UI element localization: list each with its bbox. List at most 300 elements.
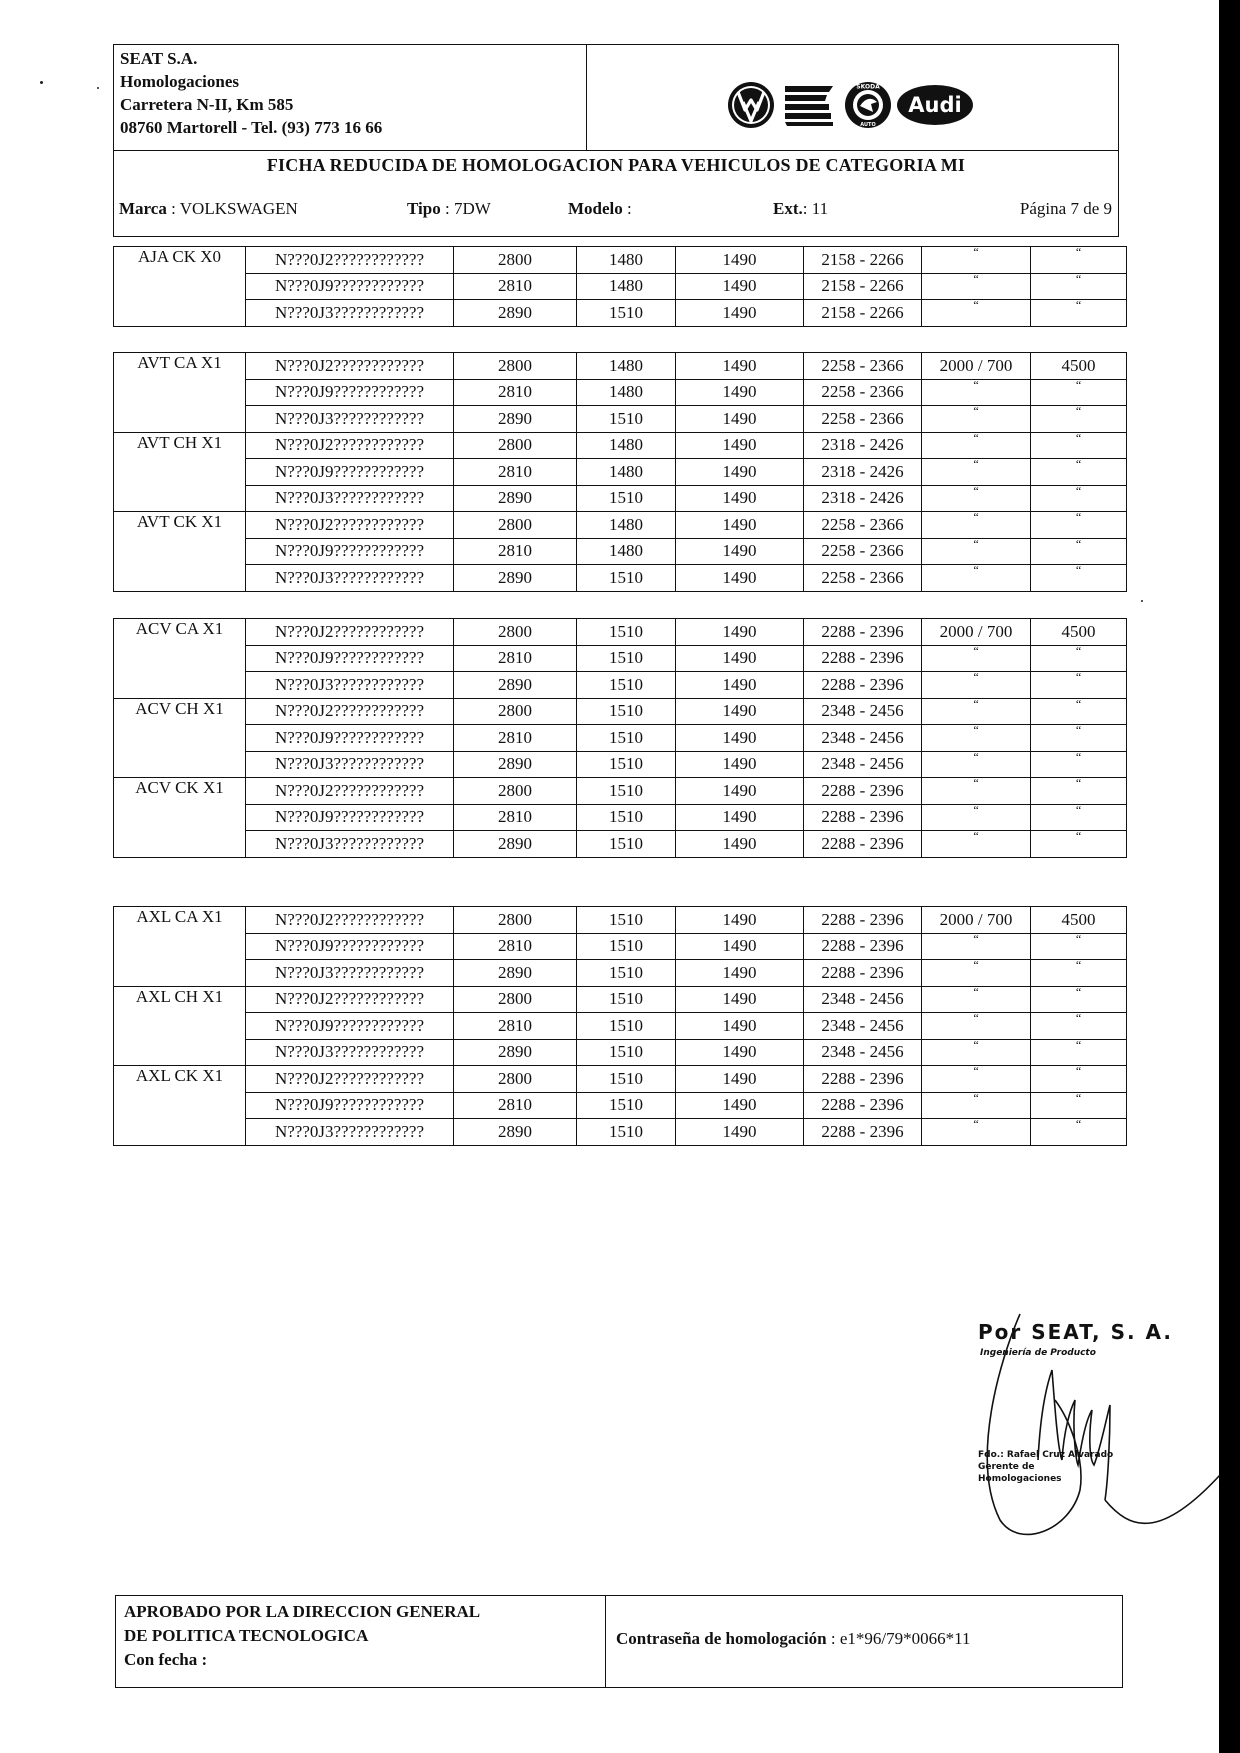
- page-number: Página 7 de 9: [1019, 199, 1112, 218]
- rear-axle-cell: 1490: [676, 725, 804, 752]
- front-axle-cell: 1510: [577, 960, 676, 987]
- total-mass-cell: “: [1031, 1119, 1127, 1146]
- form-title-area: [114, 150, 1118, 230]
- variant-code-cell: N???0J2????????????: [246, 986, 454, 1013]
- vw-logo: [728, 82, 774, 128]
- table-row: [114, 933, 1127, 960]
- mass-range-cell: 2288 - 2396: [804, 1092, 922, 1119]
- spec-table: [113, 246, 1127, 327]
- engine-code-cell: [114, 273, 246, 300]
- mass-cell: 2890: [454, 300, 577, 327]
- marca-label: Marca: [119, 199, 167, 218]
- trailer-mass-cell: “: [922, 645, 1031, 672]
- mass-cell: 2890: [454, 485, 577, 512]
- handwritten-signature: [960, 1300, 1230, 1560]
- mass-range-cell: 2288 - 2396: [804, 1066, 922, 1093]
- table-row: [114, 619, 1127, 646]
- mass-range-cell: 2158 - 2266: [804, 300, 922, 327]
- audi-logo-text: Audi: [908, 93, 962, 117]
- mass-cell: 2810: [454, 804, 577, 831]
- rear-axle-cell: 1490: [676, 1119, 804, 1146]
- rear-axle-cell: 1490: [676, 379, 804, 406]
- mass-range-cell: 2288 - 2396: [804, 960, 922, 987]
- trailer-mass-cell: “: [922, 379, 1031, 406]
- skoda-logo-bottom-text: AUTO: [860, 122, 876, 128]
- table-row: [114, 672, 1127, 699]
- rear-axle-cell: 1490: [676, 538, 804, 565]
- total-mass-cell: “: [1031, 512, 1127, 539]
- rear-axle-cell: 1490: [676, 565, 804, 592]
- table-row: [114, 645, 1127, 672]
- mass-range-cell: 2348 - 2456: [804, 725, 922, 752]
- seat-logo: [785, 86, 833, 126]
- rear-axle-cell: 1490: [676, 512, 804, 539]
- total-mass-cell: “: [1031, 778, 1127, 805]
- total-mass-cell: “: [1031, 672, 1127, 699]
- total-mass-cell: “: [1031, 986, 1127, 1013]
- mass-cell: 2800: [454, 619, 577, 646]
- engine-code-cell: [114, 1039, 246, 1066]
- variant-code-cell: N???0J2????????????: [246, 512, 454, 539]
- trailer-mass-cell: “: [922, 1039, 1031, 1066]
- trailer-mass-cell: “: [922, 1119, 1031, 1146]
- total-mass-cell: “: [1031, 565, 1127, 592]
- brand-logos: [587, 45, 1118, 150]
- rear-axle-cell: 1490: [676, 300, 804, 327]
- approval-authority: [116, 1596, 606, 1687]
- total-mass-cell: “: [1031, 960, 1127, 987]
- mass-cell: 2800: [454, 778, 577, 805]
- mass-range-cell: 2158 - 2266: [804, 247, 922, 274]
- table-row: [114, 751, 1127, 778]
- variant-code-cell: N???0J2????????????: [246, 778, 454, 805]
- total-mass-cell: “: [1031, 645, 1127, 672]
- variant-code-cell: N???0J3????????????: [246, 831, 454, 858]
- trailer-mass-cell: “: [922, 273, 1031, 300]
- trailer-mass-cell: 2000 / 700: [922, 907, 1031, 934]
- mass-cell: 2890: [454, 831, 577, 858]
- engine-code-cell: [114, 1092, 246, 1119]
- rear-axle-cell: 1490: [676, 1066, 804, 1093]
- variant-code-cell: N???0J9????????????: [246, 725, 454, 752]
- stamp-signer: Fdo.: Rafael Cruz Alvarado: [978, 1450, 1114, 1460]
- document-header: [113, 44, 1119, 237]
- tipo-value: : 7DW: [444, 199, 491, 218]
- mass-cell: 2810: [454, 273, 577, 300]
- trailer-mass-cell: 2000 / 700: [922, 619, 1031, 646]
- engine-code-cell: [114, 804, 246, 831]
- trailer-mass-cell: “: [922, 933, 1031, 960]
- variant-code-cell: N???0J3????????????: [246, 751, 454, 778]
- table-row: [114, 485, 1127, 512]
- trailer-mass-cell: “: [922, 247, 1031, 274]
- rear-axle-cell: 1490: [676, 960, 804, 987]
- front-axle-cell: 1480: [577, 432, 676, 459]
- mass-range-cell: 2288 - 2396: [804, 619, 922, 646]
- total-mass-cell: “: [1031, 1039, 1127, 1066]
- variant-code-cell: N???0J3????????????: [246, 565, 454, 592]
- mass-range-cell: 2288 - 2396: [804, 804, 922, 831]
- table-row: [114, 1066, 1127, 1093]
- table-row: [114, 1092, 1127, 1119]
- brand-logos-svg: [725, 80, 1025, 130]
- approval-date: Con fecha :: [124, 1650, 208, 1669]
- total-mass-cell: “: [1031, 804, 1127, 831]
- spec-table: [113, 618, 1127, 858]
- front-axle-cell: 1510: [577, 831, 676, 858]
- engine-code-cell: AJA CK X0: [114, 247, 246, 274]
- total-mass-cell: “: [1031, 1013, 1127, 1040]
- mass-range-cell: 2348 - 2456: [804, 986, 922, 1013]
- mass-cell: 2890: [454, 1119, 577, 1146]
- scan-speck: [1141, 600, 1143, 602]
- trailer-mass-cell: “: [922, 960, 1031, 987]
- mass-range-cell: 2348 - 2456: [804, 698, 922, 725]
- trailer-mass-cell: “: [922, 459, 1031, 486]
- rear-axle-cell: 1490: [676, 432, 804, 459]
- trailer-mass-cell: “: [922, 778, 1031, 805]
- variant-code-cell: N???0J2????????????: [246, 698, 454, 725]
- company-road: Carretera N-II, Km 585: [120, 95, 294, 114]
- engine-code-cell: [114, 459, 246, 486]
- table-row: [114, 300, 1127, 327]
- total-mass-cell: “: [1031, 831, 1127, 858]
- table-row: [114, 698, 1127, 725]
- variant-code-cell: N???0J3????????????: [246, 672, 454, 699]
- mass-cell: 2810: [454, 538, 577, 565]
- mass-range-cell: 2318 - 2426: [804, 485, 922, 512]
- rear-axle-cell: 1490: [676, 273, 804, 300]
- engine-code-cell: AXL CK X1: [114, 1066, 246, 1093]
- table-row: [114, 907, 1127, 934]
- mass-range-cell: 2258 - 2366: [804, 538, 922, 565]
- rear-axle-cell: 1490: [676, 751, 804, 778]
- mass-range-cell: 2288 - 2396: [804, 778, 922, 805]
- front-axle-cell: 1510: [577, 725, 676, 752]
- variant-code-cell: N???0J2????????????: [246, 247, 454, 274]
- engine-code-cell: [114, 831, 246, 858]
- front-axle-cell: 1510: [577, 645, 676, 672]
- variant-code-cell: N???0J3????????????: [246, 406, 454, 433]
- marca-field: [119, 199, 298, 219]
- mass-cell: 2890: [454, 672, 577, 699]
- approval-footer: [115, 1595, 1123, 1688]
- rear-axle-cell: 1490: [676, 247, 804, 274]
- homologation-password: [616, 1629, 971, 1649]
- engine-code-cell: ACV CK X1: [114, 778, 246, 805]
- engine-code-cell: [114, 960, 246, 987]
- engine-code-cell: [114, 1119, 246, 1146]
- front-axle-cell: 1510: [577, 986, 676, 1013]
- front-axle-cell: 1510: [577, 804, 676, 831]
- front-axle-cell: 1510: [577, 698, 676, 725]
- rear-axle-cell: 1490: [676, 619, 804, 646]
- front-axle-cell: 1510: [577, 485, 676, 512]
- trailer-mass-cell: “: [922, 804, 1031, 831]
- rear-axle-cell: 1490: [676, 485, 804, 512]
- total-mass-cell: “: [1031, 538, 1127, 565]
- front-axle-cell: 1510: [577, 1066, 676, 1093]
- variant-code-cell: N???0J2????????????: [246, 619, 454, 646]
- front-axle-cell: 1510: [577, 406, 676, 433]
- total-mass-cell: “: [1031, 725, 1127, 752]
- mass-cell: 2810: [454, 1092, 577, 1119]
- front-axle-cell: 1510: [577, 672, 676, 699]
- mass-range-cell: 2158 - 2266: [804, 273, 922, 300]
- approval-line-1: APROBADO POR LA DIRECCION GENERAL: [124, 1602, 481, 1621]
- total-mass-cell: “: [1031, 698, 1127, 725]
- variant-code-cell: N???0J2????????????: [246, 353, 454, 380]
- trailer-mass-cell: “: [922, 565, 1031, 592]
- mass-range-cell: 2288 - 2396: [804, 645, 922, 672]
- trailer-mass-cell: “: [922, 1066, 1031, 1093]
- engine-code-cell: AVT CA X1: [114, 353, 246, 380]
- engine-code-cell: [114, 645, 246, 672]
- table-row: [114, 778, 1127, 805]
- mass-cell: 2800: [454, 698, 577, 725]
- front-axle-cell: 1510: [577, 1119, 676, 1146]
- company-address: [114, 45, 587, 150]
- mass-cell: 2890: [454, 565, 577, 592]
- trailer-mass-cell: “: [922, 751, 1031, 778]
- company-city-phone: 08760 Martorell - Tel. (93) 773 16 66: [120, 118, 383, 137]
- mass-cell: 2890: [454, 406, 577, 433]
- table-row: [114, 432, 1127, 459]
- trailer-mass-cell: “: [922, 432, 1031, 459]
- mass-range-cell: 2348 - 2456: [804, 1013, 922, 1040]
- front-axle-cell: 1510: [577, 300, 676, 327]
- trailer-mass-cell: “: [922, 725, 1031, 752]
- front-axle-cell: 1510: [577, 1039, 676, 1066]
- trailer-mass-cell: “: [922, 485, 1031, 512]
- modelo-value: :: [627, 199, 632, 218]
- rear-axle-cell: 1490: [676, 831, 804, 858]
- variant-code-cell: N???0J3????????????: [246, 300, 454, 327]
- engine-code-cell: [114, 300, 246, 327]
- approval-line-2: DE POLITICA TECNOLOGICA: [124, 1626, 369, 1645]
- total-mass-cell: “: [1031, 247, 1127, 274]
- total-mass-cell: “: [1031, 751, 1127, 778]
- front-axle-cell: 1510: [577, 565, 676, 592]
- vehicle-meta: [119, 199, 1112, 223]
- mass-cell: 2800: [454, 247, 577, 274]
- mass-range-cell: 2258 - 2366: [804, 512, 922, 539]
- rear-axle-cell: 1490: [676, 986, 804, 1013]
- variant-code-cell: N???0J3????????????: [246, 960, 454, 987]
- trailer-mass-cell: “: [922, 406, 1031, 433]
- table-row: [114, 379, 1127, 406]
- variant-code-cell: N???0J2????????????: [246, 907, 454, 934]
- mass-range-cell: 2348 - 2456: [804, 751, 922, 778]
- marca-value: : VOLKSWAGEN: [171, 199, 298, 218]
- mass-cell: 2800: [454, 353, 577, 380]
- mass-range-cell: 2318 - 2426: [804, 459, 922, 486]
- variant-code-cell: N???0J9????????????: [246, 1013, 454, 1040]
- total-mass-cell: “: [1031, 1066, 1127, 1093]
- mass-cell: 2810: [454, 459, 577, 486]
- rear-axle-cell: 1490: [676, 698, 804, 725]
- table-row: [114, 565, 1127, 592]
- scan-speck: [97, 87, 99, 89]
- trailer-mass-cell: “: [922, 1092, 1031, 1119]
- mass-range-cell: 2258 - 2366: [804, 379, 922, 406]
- tipo-label: Tipo: [407, 199, 441, 218]
- trailer-mass-cell: 2000 / 700: [922, 353, 1031, 380]
- company-name: SEAT S.A.: [120, 49, 198, 68]
- tipo-field: [407, 199, 491, 219]
- front-axle-cell: 1510: [577, 907, 676, 934]
- table-row: [114, 538, 1127, 565]
- engine-code-cell: [114, 1013, 246, 1040]
- front-axle-cell: 1480: [577, 459, 676, 486]
- mass-range-cell: 2258 - 2366: [804, 565, 922, 592]
- front-axle-cell: 1510: [577, 778, 676, 805]
- variant-code-cell: N???0J9????????????: [246, 459, 454, 486]
- engine-code-cell: [114, 538, 246, 565]
- mass-cell: 2810: [454, 645, 577, 672]
- variant-code-cell: N???0J9????????????: [246, 645, 454, 672]
- company-department: Homologaciones: [120, 72, 239, 91]
- spec-table: [113, 906, 1127, 1146]
- front-axle-cell: 1510: [577, 933, 676, 960]
- variant-code-cell: N???0J9????????????: [246, 804, 454, 831]
- trailer-mass-cell: “: [922, 672, 1031, 699]
- modelo-label: Modelo: [568, 199, 623, 218]
- total-mass-cell: 4500: [1031, 619, 1127, 646]
- mass-cell: 2810: [454, 1013, 577, 1040]
- total-mass-cell: 4500: [1031, 353, 1127, 380]
- total-mass-cell: “: [1031, 459, 1127, 486]
- mass-cell: 2800: [454, 986, 577, 1013]
- front-axle-cell: 1480: [577, 353, 676, 380]
- mass-cell: 2890: [454, 960, 577, 987]
- signature-stamp: [960, 1300, 1230, 1560]
- scan-speck: [40, 81, 43, 84]
- front-axle-cell: 1480: [577, 538, 676, 565]
- engine-code-cell: AVT CH X1: [114, 432, 246, 459]
- mass-cell: 2800: [454, 512, 577, 539]
- total-mass-cell: “: [1031, 406, 1127, 433]
- mass-cell: 2890: [454, 751, 577, 778]
- mass-range-cell: 2348 - 2456: [804, 1039, 922, 1066]
- trailer-mass-cell: “: [922, 512, 1031, 539]
- mass-range-cell: 2288 - 2396: [804, 933, 922, 960]
- rear-axle-cell: 1490: [676, 645, 804, 672]
- mass-cell: 2810: [454, 933, 577, 960]
- mass-cell: 2810: [454, 379, 577, 406]
- ext-value: : 11: [802, 199, 829, 218]
- front-axle-cell: 1510: [577, 619, 676, 646]
- table-row: [114, 247, 1127, 274]
- ext-field: [773, 199, 828, 219]
- engine-code-cell: [114, 565, 246, 592]
- rear-axle-cell: 1490: [676, 353, 804, 380]
- table-row: [114, 459, 1127, 486]
- variant-code-cell: N???0J9????????????: [246, 1092, 454, 1119]
- engine-code-cell: [114, 379, 246, 406]
- engine-code-cell: [114, 672, 246, 699]
- total-mass-cell: “: [1031, 1092, 1127, 1119]
- stamp-company: Por SEAT, S. A.: [978, 1320, 1173, 1344]
- rear-axle-cell: 1490: [676, 459, 804, 486]
- variant-code-cell: N???0J3????????????: [246, 485, 454, 512]
- table-row: [114, 1013, 1127, 1040]
- engine-code-cell: AXL CA X1: [114, 907, 246, 934]
- stamp-role-2: Homologaciones: [978, 1474, 1062, 1484]
- table-row: [114, 831, 1127, 858]
- stamp-role-1: Gerente de: [978, 1462, 1035, 1472]
- audi-logo: [897, 85, 973, 125]
- rear-axle-cell: 1490: [676, 933, 804, 960]
- mass-cell: 2810: [454, 725, 577, 752]
- trailer-mass-cell: “: [922, 300, 1031, 327]
- table-row: [114, 273, 1127, 300]
- skoda-logo-top-text: ŠKODA: [856, 83, 880, 91]
- engine-code-cell: ACV CH X1: [114, 698, 246, 725]
- form-title: FICHA REDUCIDA DE HOMOLOGACION PARA VEHICULOS DE CATEGORIA MI: [266, 155, 966, 175]
- table-row: [114, 960, 1127, 987]
- password-label: Contraseña de homologación: [616, 1629, 827, 1648]
- mass-cell: 2800: [454, 432, 577, 459]
- mass-range-cell: 2258 - 2366: [804, 406, 922, 433]
- rear-axle-cell: 1490: [676, 672, 804, 699]
- mass-range-cell: 2288 - 2396: [804, 672, 922, 699]
- spec-table: [113, 352, 1127, 592]
- variant-code-cell: N???0J2????????????: [246, 432, 454, 459]
- table-row: [114, 512, 1127, 539]
- mass-range-cell: 2288 - 2396: [804, 1119, 922, 1146]
- front-axle-cell: 1480: [577, 379, 676, 406]
- total-mass-cell: “: [1031, 300, 1127, 327]
- variant-code-cell: N???0J9????????????: [246, 933, 454, 960]
- trailer-mass-cell: “: [922, 986, 1031, 1013]
- engine-code-cell: [114, 933, 246, 960]
- table-row: [114, 406, 1127, 433]
- total-mass-cell: “: [1031, 933, 1127, 960]
- front-axle-cell: 1480: [577, 273, 676, 300]
- trailer-mass-cell: “: [922, 831, 1031, 858]
- ext-label: Ext.: [773, 199, 803, 218]
- trailer-mass-cell: “: [922, 698, 1031, 725]
- rear-axle-cell: 1490: [676, 406, 804, 433]
- variant-code-cell: N???0J9????????????: [246, 273, 454, 300]
- mass-range-cell: 2288 - 2396: [804, 907, 922, 934]
- rear-axle-cell: 1490: [676, 778, 804, 805]
- front-axle-cell: 1510: [577, 751, 676, 778]
- engine-code-cell: [114, 485, 246, 512]
- total-mass-cell: 4500: [1031, 907, 1127, 934]
- mass-range-cell: 2258 - 2366: [804, 353, 922, 380]
- table-row: [114, 725, 1127, 752]
- engine-code-cell: [114, 751, 246, 778]
- rear-axle-cell: 1490: [676, 1013, 804, 1040]
- modelo-field: [568, 199, 632, 219]
- front-axle-cell: 1510: [577, 1092, 676, 1119]
- engine-code-cell: AVT CK X1: [114, 512, 246, 539]
- engine-code-cell: ACV CA X1: [114, 619, 246, 646]
- rear-axle-cell: 1490: [676, 1092, 804, 1119]
- variant-code-cell: N???0J2????????????: [246, 1066, 454, 1093]
- password-value: : e1*96/79*0066*11: [830, 1629, 971, 1648]
- stamp-department: Ingeniería de Producto: [980, 1348, 1096, 1358]
- table-row: [114, 804, 1127, 831]
- total-mass-cell: “: [1031, 273, 1127, 300]
- mass-cell: 2890: [454, 1039, 577, 1066]
- engine-code-cell: AXL CH X1: [114, 986, 246, 1013]
- mass-cell: 2800: [454, 907, 577, 934]
- table-row: [114, 1039, 1127, 1066]
- trailer-mass-cell: “: [922, 1013, 1031, 1040]
